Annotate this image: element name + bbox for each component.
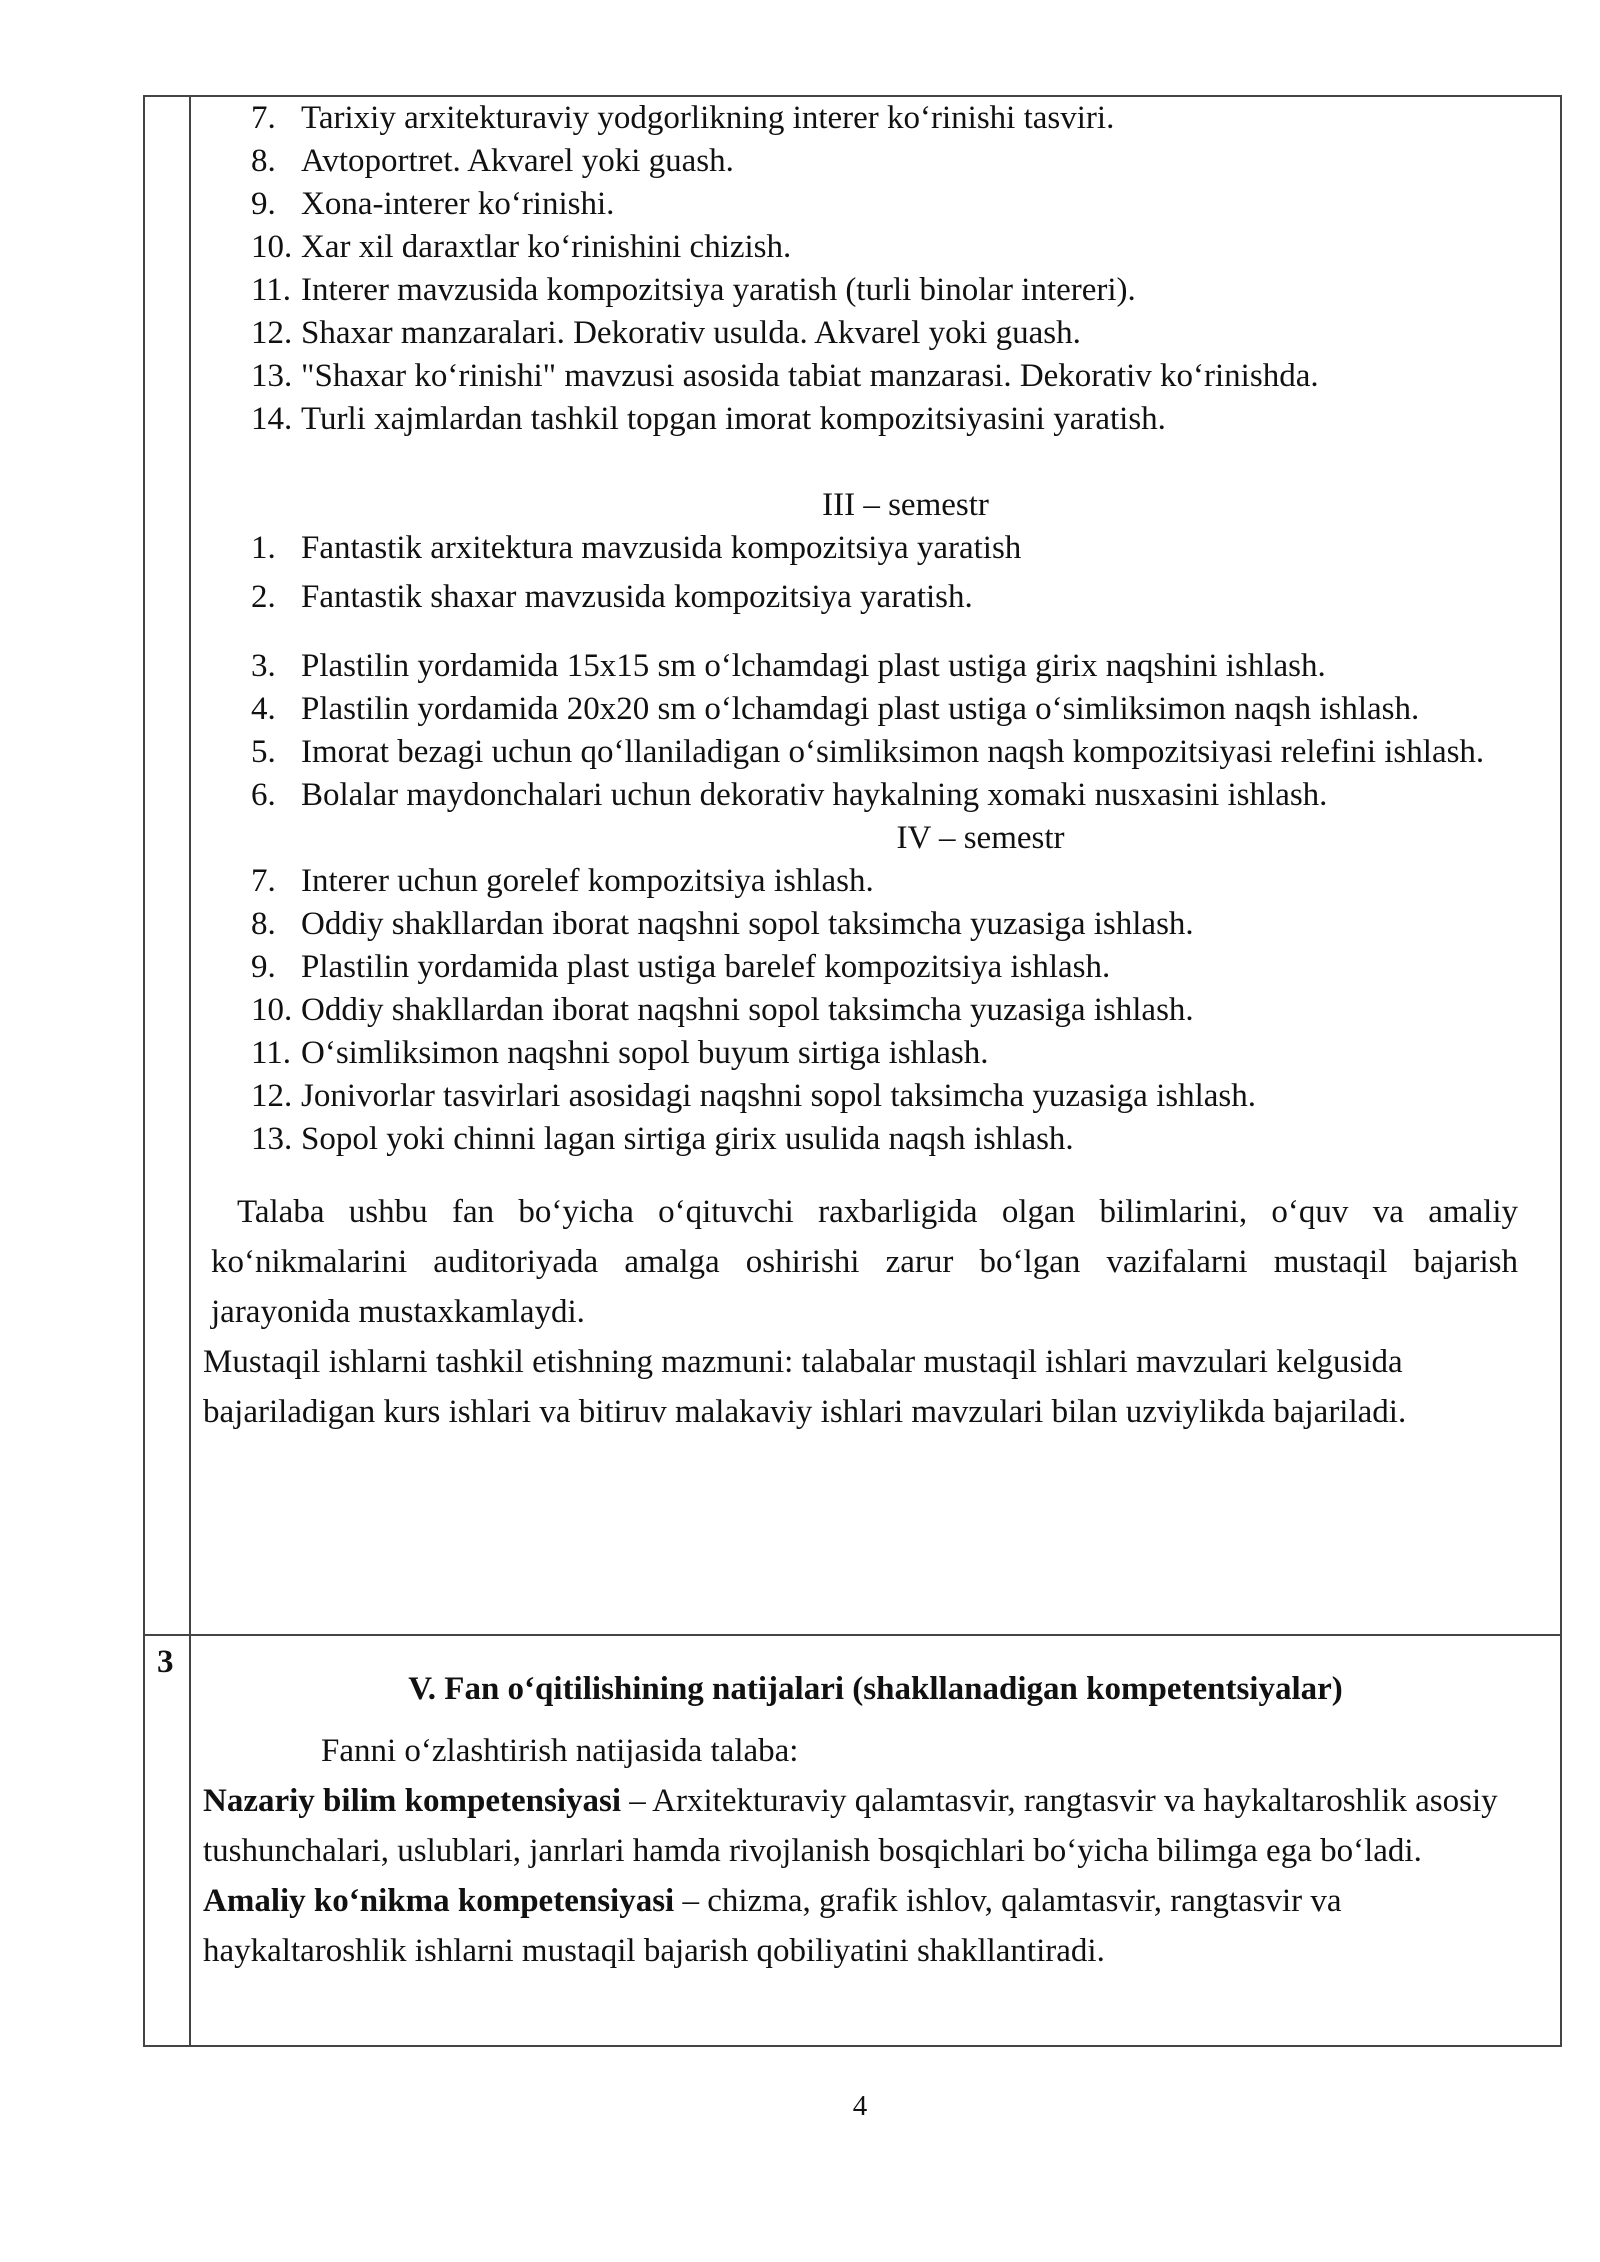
semester-lists [191,97,1560,1161]
list-item: 6. Bolalar maydonchalari uchun dekorativ haykalning xomaki nusxasini ishlash. [251,777,1328,813]
amaliy-label: Amaliy ko‘nikma kompetensiyasi [203,1883,675,1919]
results-intro: Fanni o‘zlashtirish natijasida talaba: [321,1733,799,1769]
content-cell [190,96,1561,1635]
nazariy-paragraph [191,1776,1560,1876]
table-row [144,1635,1561,2046]
list-item: 9. Plastilin yordamida plast ustiga barelef kompozitsiya ishlash. [251,949,1111,985]
list-item: 13. "Shaxar ko‘rinishi" mavzusi asosida tabiat manzarasi. Dekorativ ko‘rinishda. [251,358,1319,394]
table-row [144,96,1561,1635]
list-semester-iii-b [251,645,1560,817]
list-item: 13. Sopol yoki chinni lagan sirtiga girix usulida naqsh ishlash. [251,1121,1074,1157]
list-item: 10. Oddiy shakllardan iborat naqshni sopol taksimcha yuzasiga ishlash. [251,992,1194,1028]
content-table [143,95,1562,2047]
list-item: 9. Xona-interer ko‘rinishi. [251,186,615,222]
list-item: 11. O‘simliksimon naqshni sopol buyum sirtiga ishlash. [251,1035,989,1071]
list-item: 3. Plastilin yordamida 15x15 sm o‘lchamdagi plast ustiga girix naqshini ishlash. [251,648,1326,684]
list-semester-iii-a [251,527,1560,619]
list-item: 8. Oddiy shakllardan iborat naqshni sopol taksimcha yuzasiga ishlash. [251,906,1194,942]
list-item: 10. Xar xil daraxtlar ko‘rinishini chizish. [251,229,792,265]
list-item: 5. Imorat bezagi uchun qo‘llaniladigan o‘simliksimon naqsh kompozitsiyasi relefini ishlash. [251,734,1485,770]
nazariy-label: Nazariy bilim kompetensiyasi [203,1783,621,1819]
list-item: 12. Shaxar manzaralari. Dekorativ usulda. Akvarel yoki guash. [251,315,1081,351]
results-cell [190,1635,1561,2046]
semester-iv-heading: IV – semestr [896,820,1065,856]
row-number-cell-empty [144,96,190,1635]
list-item: 12. Jonivorlar tasvirlari asosidagi naqshni sopol taksimcha yuzasiga ishlash. [251,1078,1256,1114]
list-item: 7. Interer uchun gorelef kompozitsiya ishlash. [251,863,874,899]
list-item: 2. Fantastik shaxar mavzusida kompozitsiya yaratish. [251,579,973,615]
list-item: 1. Fantastik arxitektura mavzusida kompozitsiya yaratish [251,530,1022,566]
nazariy-text: – Arxitekturaviy qalamtasvir, rangtasvir va haykaltaroshlik asosiy tushunchalari, uslublari, janrlari hamda rivojlanish bosqichlari bo‘yicha bilimga ega bo‘ladi. [203,1783,1498,1869]
page-number: 4 [852,2090,868,2122]
amaliy-paragraph [191,1876,1560,1976]
list-item: 11. Interer mavzusida kompozitsiya yaratish (turli binolar intereri). [251,272,1136,308]
list-item: 8. Avtoportret. Akvarel yoki guash. [251,143,734,179]
list-item: 4. Plastilin yordamida 20x20 sm o‘lchamdagi plast ustiga o‘simliksimon naqsh ishlash. [251,691,1420,727]
list-item: 14. Turli xajmlardan tashkil topgan imorat kompozitsiyasini yaratish. [251,401,1166,437]
list-semester-ii-continued [251,97,1560,441]
row-number: 3 [144,1635,190,2046]
amaliy-text: – chizma, grafik ishlov, qalamtasvir, rangtasvir va haykaltaroshlik ishlarni mustaqil bajarish qobiliyatini shakllantiradi. [203,1883,1342,1969]
semester-iii-heading: III – semestr [822,487,989,523]
section-title: V. Fan o‘qitilishining natijalari (shakllanadigan kompetentsiyalar) [408,1671,1343,1707]
paragraph-talaba: Talaba ushbu fan bo‘yicha o‘qituvchi raxbarligida olgan bilimlarini, o‘quv va amaliy ko‘nikmalarini auditoriyada amalga oshirishi zarur bo‘lgan vazifalarni mustaqil bajarish jarayonida mustaxkamlaydi. [211,1194,1518,1330]
list-semester-iv [251,860,1560,1161]
list-item: 7. Tarixiy arxitekturaviy yodgorlikning interer ko‘rinishi tasviri. [251,100,1115,136]
paragraph-mustaqil: Mustaqil ishlarni tashkil etishning mazmuni: talabalar mustaqil ishlari mavzulari kelgusida bajariladigan kurs ishlari va bitiruv malakaviy ishlari mavzulari bilan uzviylikda bajariladi. [203,1344,1407,1430]
